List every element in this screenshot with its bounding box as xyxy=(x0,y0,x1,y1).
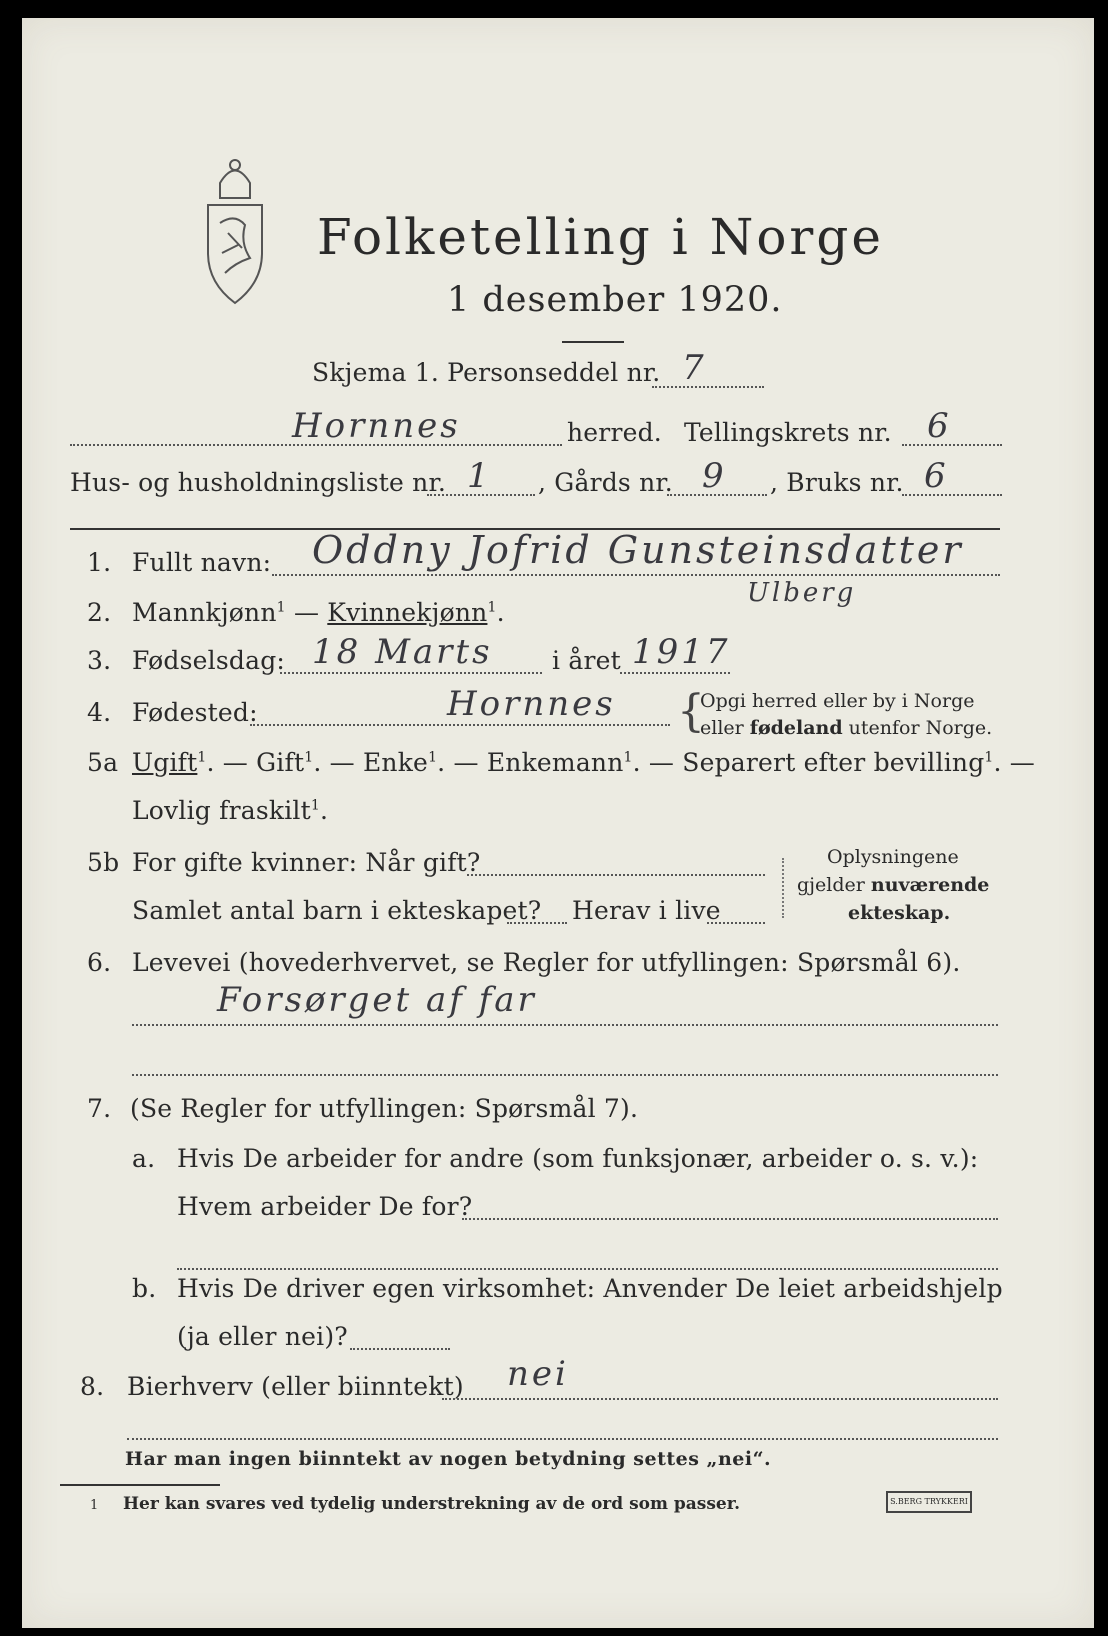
q1-value: Oddny Jofrid Gunsteinsdatter xyxy=(312,528,964,572)
holding-field[interactable] xyxy=(902,494,1002,496)
q6-field[interactable] xyxy=(132,1024,998,1026)
q1-label: Fullt navn: xyxy=(132,548,272,577)
household-value: 1 xyxy=(467,456,492,496)
q7b-label: Hvis De driver egen virksomhet: Anvender De leiet arbeidshjelp xyxy=(177,1274,1003,1303)
footnote-text: Her kan svares ved tydelig understrekning av de ord som passer. xyxy=(123,1494,741,1514)
q2-options: Mannkjønn$^1$ — Kvinnekjønn$^1$. xyxy=(132,598,505,627)
q5b-children-label: Samlet antal barn i ekteskapet? xyxy=(132,896,542,925)
district-value: 6 xyxy=(927,406,952,446)
household-label: Hus- og husholdningsliste nr. xyxy=(70,468,447,497)
q7a-field-line2[interactable] xyxy=(177,1268,998,1270)
footer-nei-note: Har man ingen biinntekt av nogen betydning settes „nei“. xyxy=(125,1448,772,1470)
q8-field[interactable] xyxy=(442,1398,998,1400)
form-title: Folketelling i Norge xyxy=(317,208,884,266)
q6-value: Forsørget af far xyxy=(217,980,537,1020)
q4-number: 4. xyxy=(87,698,112,727)
q5a-option-widow[interactable]: Enke xyxy=(362,748,429,777)
district-label: Tellingskrets nr. xyxy=(684,418,892,447)
q7a-question: Hvem arbeider De for? xyxy=(177,1192,473,1221)
q8-value: nei xyxy=(507,1354,569,1394)
q5b-alive-label: Herav i live xyxy=(572,896,721,925)
q5a-option-unmarried[interactable]: Ugift xyxy=(132,748,198,777)
q6-field-line2[interactable] xyxy=(132,1074,998,1076)
q7a-letter: a. xyxy=(132,1144,156,1173)
printer-stamp: S.BERG TRYKKERI xyxy=(886,1491,972,1513)
holding-label: , Bruks nr. xyxy=(770,468,904,497)
district-field[interactable] xyxy=(902,444,1002,446)
q7a-label: Hvis De arbeider for andre (som funksjonær, arbeider o. s. v.): xyxy=(177,1144,979,1173)
q3-value: 18 Marts xyxy=(312,632,493,672)
q5b-divider xyxy=(782,858,784,918)
q8-field-line2[interactable] xyxy=(127,1438,998,1440)
q7b-question: (ja eller nei)? xyxy=(177,1322,348,1351)
q5b-number: 5b xyxy=(87,848,120,877)
q3-year-value: 1917 xyxy=(632,632,731,672)
q7b-letter: b. xyxy=(132,1274,157,1303)
q5a-options: Ugift$^1$. — Gift$^1$. — Enke$^1$. — Enkemann$^1$. — Separert efter bevilling$^1$. — xyxy=(132,748,1036,777)
footnote-divider xyxy=(60,1484,220,1486)
q1-field[interactable] xyxy=(272,574,1000,576)
census-form-sheet xyxy=(22,18,1094,1628)
q8-label: Bierhverv (eller biinntekt) xyxy=(127,1372,464,1401)
footnote-marker: 1 xyxy=(90,1498,99,1513)
q5b-note-line2: gjelder nuværende xyxy=(797,874,990,896)
q4-note-line1: Opgi herred eller by i Norge xyxy=(700,690,975,712)
q4-brace: { xyxy=(677,686,705,737)
q1-number: 1. xyxy=(87,548,112,577)
municipality-label: herred. xyxy=(567,418,662,447)
q7a-field[interactable] xyxy=(462,1218,998,1220)
q7b-field[interactable] xyxy=(350,1348,450,1350)
q5b-children-field[interactable] xyxy=(507,922,567,924)
q7-label: (Se Regler for utfyllingen: Spørsmål 7). xyxy=(130,1094,639,1123)
coat-of-arms-icon xyxy=(190,153,280,308)
q5b-label: For gifte kvinner: Når gift? xyxy=(132,848,481,877)
person-number-value: 7 xyxy=(682,348,707,388)
holding-value: 6 xyxy=(924,456,949,496)
form-date: 1 desember 1920. xyxy=(447,280,783,320)
q5a-option-divorced[interactable]: Lovlig fraskilt$^1$. xyxy=(132,796,329,825)
q3-year-label: i året xyxy=(552,646,621,675)
q1-value-line2: Ulberg xyxy=(747,578,857,608)
q5b-note-line1: Oplysningene xyxy=(827,846,959,868)
q5a-option-widower[interactable]: Enkemann xyxy=(486,748,624,777)
q2-number: 2. xyxy=(87,598,112,627)
q6-label: Levevei (hovederhvervet, se Regler for utfyllingen: Spørsmål 6). xyxy=(132,948,961,977)
farm-label: , Gårds nr. xyxy=(538,468,673,497)
q4-field[interactable] xyxy=(250,724,670,726)
q4-note-line2: eller fødeland utenfor Norge. xyxy=(700,717,993,739)
q3-field[interactable] xyxy=(280,672,542,674)
q5a-option-married[interactable]: Gift xyxy=(256,748,305,777)
q3-label: Fødselsdag: xyxy=(132,646,286,675)
q3-year-field[interactable] xyxy=(620,672,730,674)
q4-label: Fødested: xyxy=(132,698,258,727)
q5b-married-field[interactable] xyxy=(467,874,765,876)
q2-option-male[interactable]: Mannkjønn xyxy=(132,598,277,627)
q5b-alive-field[interactable] xyxy=(707,922,765,924)
q4-value: Hornnes xyxy=(447,684,616,724)
q6-number: 6. xyxy=(87,948,112,977)
q8-number: 8. xyxy=(80,1372,105,1401)
q3-number: 3. xyxy=(87,646,112,675)
q5a-number: 5a xyxy=(87,748,119,777)
q2-separator: — xyxy=(293,598,320,627)
schema-label: Skjema 1. Personseddel nr. xyxy=(312,358,661,387)
person-number-field[interactable] xyxy=(652,386,764,388)
farm-value: 9 xyxy=(702,456,727,496)
title-divider xyxy=(562,341,624,343)
q5a-option-separated[interactable]: Separert efter bevilling xyxy=(682,748,985,777)
q5b-note-line3: ekteskap. xyxy=(848,902,951,924)
municipality-value: Hornnes xyxy=(292,406,461,446)
q2-option-female[interactable]: Kvinnekjønn xyxy=(327,598,488,627)
q7-number: 7. xyxy=(87,1094,112,1123)
